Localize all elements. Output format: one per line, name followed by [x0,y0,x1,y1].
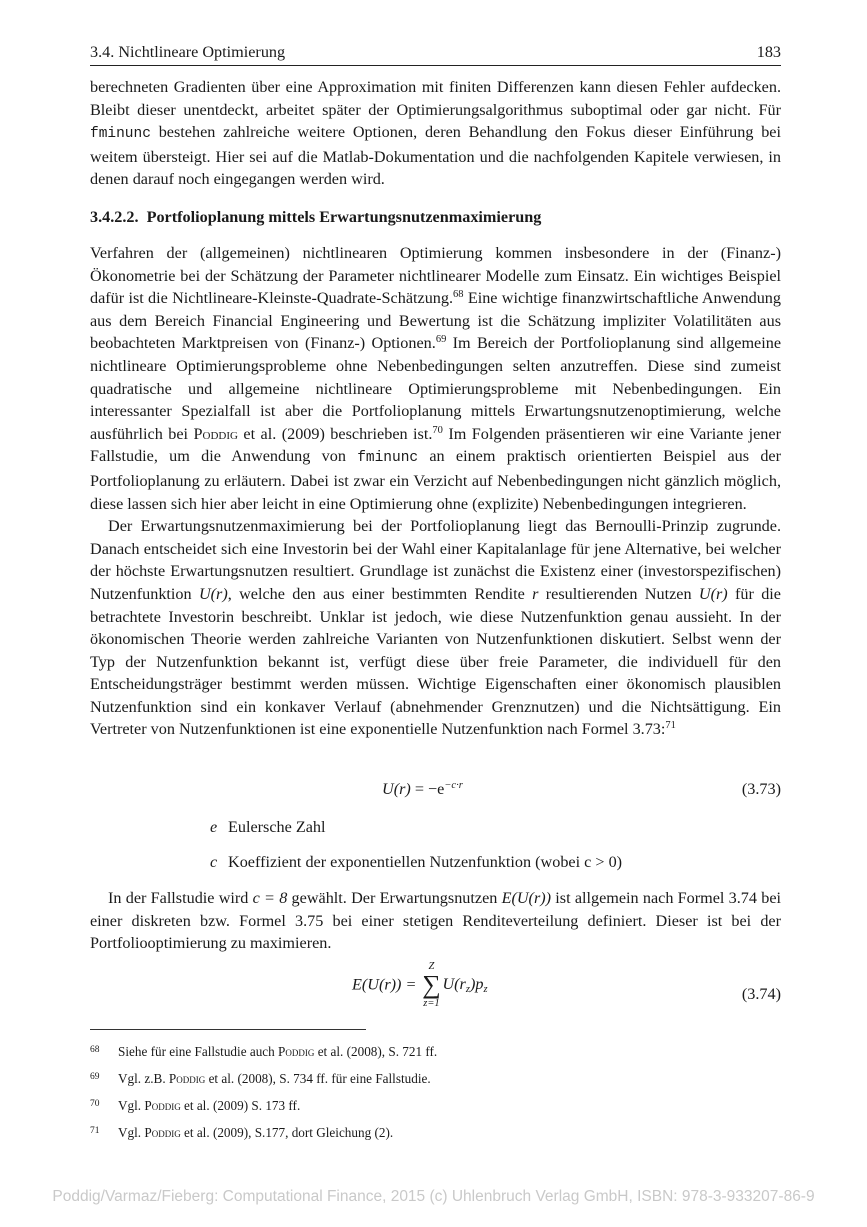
section-number: 3.4.2.2. [90,208,139,226]
footnote-ref-71[interactable]: 71 [665,720,676,732]
legend-item-e: e Eulersche Zahl [210,818,326,836]
section-title: 3.4. Nichtlineare Optimierung [90,43,286,61]
code-fminunc: fminunc [357,450,419,467]
summation-symbol: Z ∑ z=1 [422,961,441,1009]
intro-paragraph: berechneten Gradienten über eine Approximation mit finiten Differenzen kann diesen Fehler aufdecken. Bleibt dieser unentdeckt, arbeitet später der Optimierungsalgorithmus suboptimal oder gar nicht. Für fminunc bestehen zahlreiche weitere Optionen, deren Behandlung den Fokus dieser Einführung bei weitem übersteigt. Hier sei auf die Matlab-Dokumentation und die nachfolgenden Kapitele verwiesen, in denen darauf noch eingegangen werden wird. [90,78,781,189]
equation-3-74: E(U(r)) = Z ∑ z=1 $U(r_z)p_z$ (3.74) [352,961,781,1009]
footnote-divider [90,1029,366,1030]
main-paragraphs [90,242,781,741]
section-heading-title: Portfolioplanung mittels Erwartungsnutzenmaximierung [146,208,542,226]
copyright-watermark: Poddig/Varmaz/Fieberg: Computational Finance, 2015 (c) Uhlenbruch Verlag GmbH, ISBN: 978-3-933207-86-9 [52,1188,815,1205]
paragraph-2: Der Erwartungsnutzenmaximierung bei der Portfolioplanung liegt das Bernoulli-Prinzip zugrunde. Danach entscheidet sich eine Investorin bei der Wahl einer Kapitalanlage für jene Alternative, bei welcher der höchste Erwartungsnutzen resultiert. Grundlage ist zunächst die Existenz einer (investorspezifischen) Nutzenfunktion U(r), welche den aus einer bestimmten Rendite r resultierenden Nutzen U(r) für die betrachtete Investorin beschreibt. Unklar ist jedoch, wie diese Nutzenfunktion genau aussieht. In der ökonomischen Theorie werden zahlreiche Varianten von Nutzenfunktionen diskutiert. Selbst wenn der Typ der Nutzenfunktion bekannt ist, verfügt diese über freie Parameter, die individuell für den Entscheidungsträger bestimmt werden müssen. Wichtige Eigenschaften einer ökonomisch plausiblen Nutzenfunktion sind ein konkaver Verlauf (abnehmender Grenznutzen) und die Nichtsättigung. Ein Vertreter von Nutzenfunktionen ist eine exponentielle Nutzenfunktion nach Formel 3.73:$^{71}$ [90,517,781,739]
legend-item-c: c Koeffizient der exponentiellen Nutzenfunktion (wobei c > 0) [210,853,623,871]
section-heading [90,208,541,227]
footnote-ref-68[interactable]: 68 [453,289,464,301]
paragraph-3: In der Fallstudie wird c = 8 gewählt. Der Erwartungsnutzen E(U(r)) ist allgemein nach Formel 3.74 bei einer diskreten bzw. Formel 3.75 bei einer stetigen Renditeverteilung definiert. Dieser ist bei der Portfoliooptimierung zu maximieren. [90,889,782,953]
equation-number: (3.73) [741,780,781,798]
equation-number: (3.74) [741,985,781,1003]
footnote-69: 69 Vgl. z.B. Poddig et al. (2008), S. 734 ff. für eine Fallstudie. [90,1071,431,1086]
footnote-70: 70 Vgl. Poddig et al. (2009) S. 173 ff. [90,1098,301,1113]
author-name: Poddig [193,424,238,443]
footnote-ref-69[interactable]: 69 [435,334,447,346]
footnote-71: 71 Vgl. Poddig et al. (2009), S.177, dort Gleichung (2). [90,1125,394,1140]
code-fminunc: fminunc [90,126,151,143]
running-header [90,42,781,66]
footnote-ref-70[interactable]: 70 [432,424,443,436]
footnote-68: 68 Siehe für eine Fallstudie auch Poddig et al. (2008), S. 721 ff. [90,1044,438,1059]
paragraph-1: Verfahren der (allgemeinen) nichtlinearen Optimierung kommen insbesondere in der (Finanz-) Ökonometrie bei der Schätzung der Parameter nichtlinearer Modelle zum Einsatz. Ein wichtiges Beispiel dafür ist die Nichtlineare-Kleinste-Quadrate-Schätzung.$^{68}$ Eine wichtige finanzwirtschaftliche Anwendung aus dem Bereich Financial Engineering und Bewertung ist die Schätzung impliziter Volatilitäten aus beobachteten Marktpreisen von (Finanz-) Optionen.$^{69}$ Im Bereich der Portfolioplanung sind allgemeine nichtlineare Optimierungsprobleme ohne Nebenbedingungen selten anzutreffen. Diese sind zumeist quadratische und allgemeine nichtlineare Optimierungsprobleme mit Nebenbedingungen. Ein interessanter Spezialfall ist aber die Portfolioplanung mittels Erwartungsnutzenoptimierung, welche ausführlich bei Poddig et al. (2009) beschrieben ist.$^{70}$ Im Folgenden präsentieren wir eine Variante jener Fallstudie, um die Anwendung von fminunc an einem praktisch orientierten Beispiel aus der Portfolioplanung zu erläutern. Dabei ist zwar ein Verzicht auf Nebenbedingungen nicht gänzlich möglich, diese lassen sich hier aber leicht in eine Optimierung ohne (explizite) Nebenbedingungen integrieren. [90,244,782,513]
page-number: 183 [756,43,781,61]
